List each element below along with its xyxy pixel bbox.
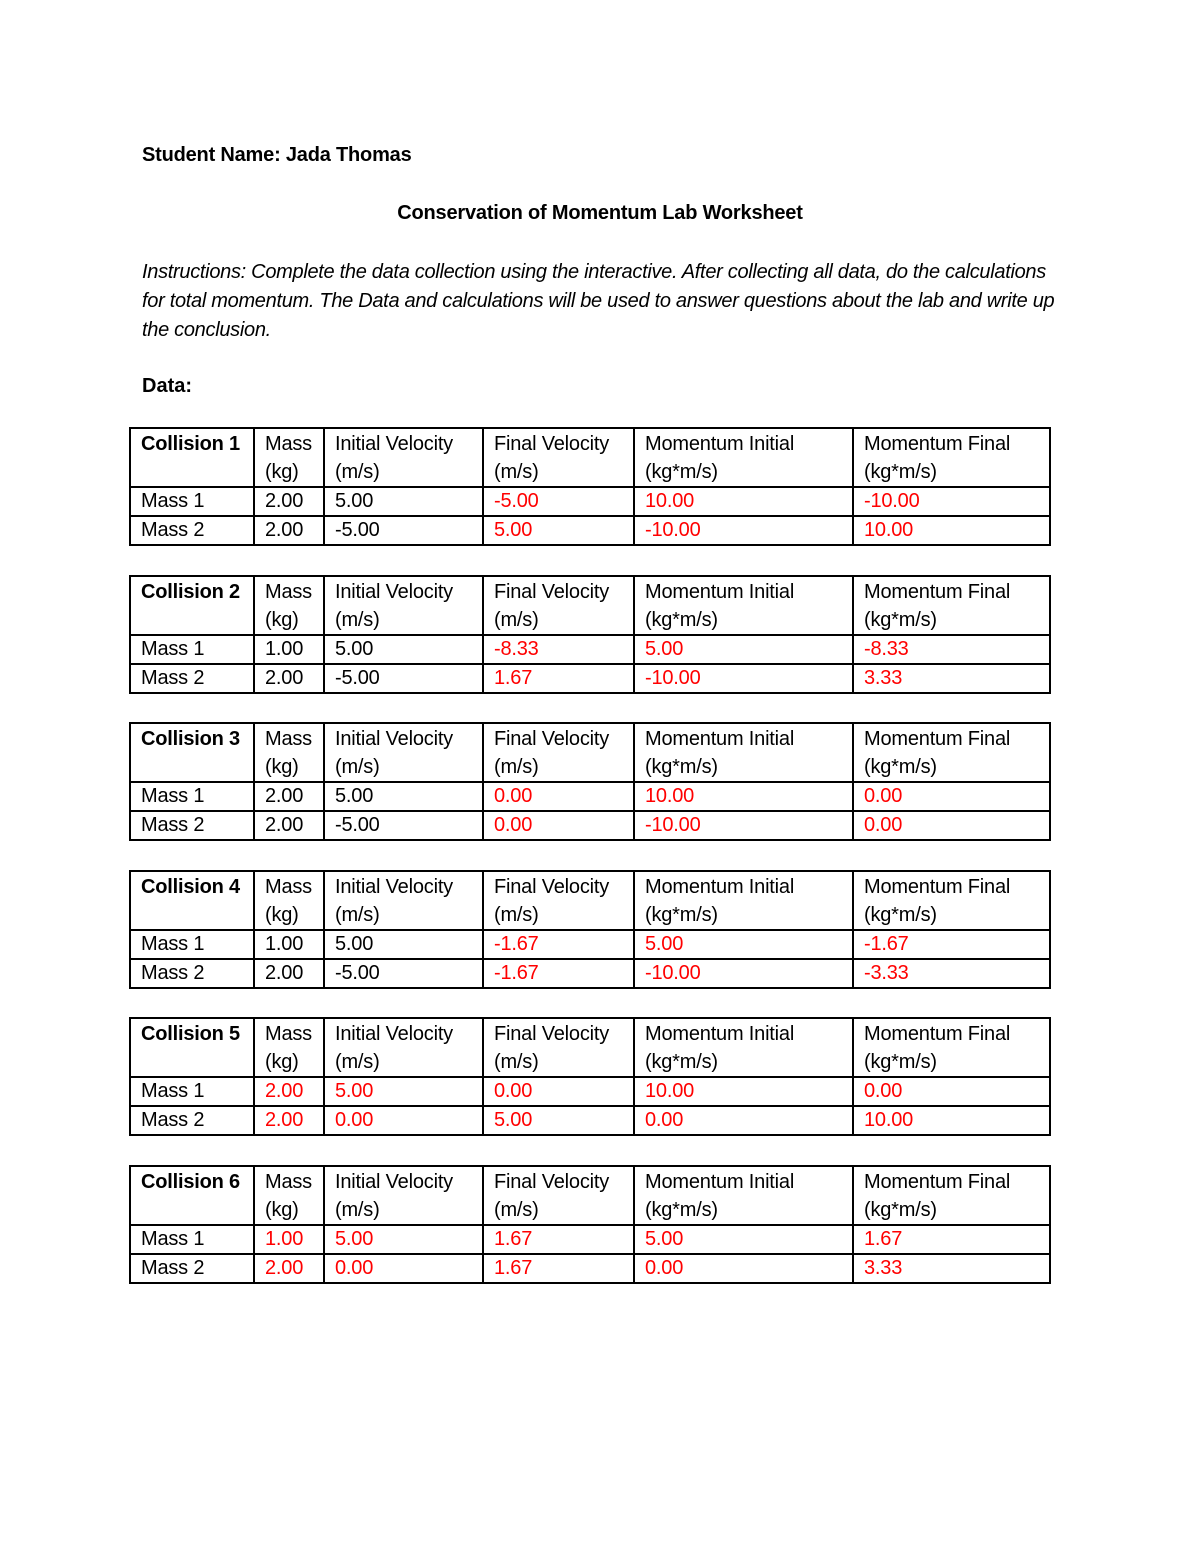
collision-title: Collision 2 xyxy=(130,576,254,635)
cell-momentum-initial: -10.00 xyxy=(634,664,853,693)
header-line: (m/s) xyxy=(335,1051,380,1073)
table-header-row xyxy=(130,1166,1050,1225)
instructions-paragraph: Instructions: Complete the data collection using the interactive. After collecting all data, do the calculations for total momentum. The Data and calculations will be used to answer questions about the lab and write up the conclusion. xyxy=(142,261,1055,341)
cell-momentum-initial: -10.00 xyxy=(634,811,853,840)
cell-final-velocity: 5.00 xyxy=(483,516,634,545)
header-line: (kg*m/s) xyxy=(864,1199,937,1221)
header-momentum-initial xyxy=(634,1166,853,1225)
cell-mass: 2.00 xyxy=(254,811,324,840)
table-header-row xyxy=(130,1018,1050,1077)
header-mass xyxy=(254,1166,324,1225)
cell-initial-velocity: 5.00 xyxy=(324,782,483,811)
header-line: (kg*m/s) xyxy=(864,461,937,483)
header-line: Mass xyxy=(265,728,312,750)
row-label: Mass 1 xyxy=(130,930,254,959)
cell-mass: 2.00 xyxy=(254,782,324,811)
header-line: Initial Velocity xyxy=(335,1171,453,1193)
cell-momentum-initial: 10.00 xyxy=(634,487,853,516)
header-line: Initial Velocity xyxy=(335,876,453,898)
header-momentum-final xyxy=(853,723,1050,782)
table-header-row xyxy=(130,576,1050,635)
cell-momentum-final: 3.33 xyxy=(853,1254,1050,1283)
header-line: Momentum Initial xyxy=(645,1171,795,1193)
cell-mass: 2.00 xyxy=(254,1106,324,1135)
header-line: Mass xyxy=(265,433,312,455)
header-line: (kg*m/s) xyxy=(645,756,718,778)
table-row xyxy=(130,930,1050,959)
header-final-velocity xyxy=(483,1018,634,1077)
header-mass xyxy=(254,723,324,782)
cell-momentum-final: -1.67 xyxy=(853,930,1050,959)
cell-momentum-final: 3.33 xyxy=(853,664,1050,693)
header-line: (m/s) xyxy=(494,904,539,926)
cell-momentum-initial: 5.00 xyxy=(634,930,853,959)
cell-initial-velocity: -5.00 xyxy=(324,664,483,693)
header-final-velocity xyxy=(483,576,634,635)
cell-momentum-final: 10.00 xyxy=(853,516,1050,545)
student-name: Student Name: Jada Thomas xyxy=(142,144,412,166)
table-row xyxy=(130,1225,1050,1254)
row-label: Mass 2 xyxy=(130,664,254,693)
header-momentum-final xyxy=(853,576,1050,635)
cell-final-velocity: -1.67 xyxy=(483,930,634,959)
header-line: Momentum Initial xyxy=(645,581,795,603)
header-line: Mass xyxy=(265,876,312,898)
row-label: Mass 1 xyxy=(130,1077,254,1106)
cell-final-velocity: -1.67 xyxy=(483,959,634,988)
header-mass xyxy=(254,576,324,635)
header-line: (kg) xyxy=(265,461,299,483)
header-line: Mass xyxy=(265,1171,312,1193)
cell-momentum-final: 0.00 xyxy=(853,811,1050,840)
header-initial-velocity xyxy=(324,871,483,930)
header-line: Final Velocity xyxy=(494,581,610,603)
collision-title: Collision 5 xyxy=(130,1018,254,1077)
header-line: Momentum Final xyxy=(864,1171,1011,1193)
cell-momentum-initial: -10.00 xyxy=(634,959,853,988)
cell-initial-velocity: -5.00 xyxy=(324,516,483,545)
header-line: (kg*m/s) xyxy=(645,609,718,631)
header-line: (kg*m/s) xyxy=(864,904,937,926)
header-line: (kg*m/s) xyxy=(864,756,937,778)
cell-initial-velocity: 5.00 xyxy=(324,1077,483,1106)
header-line: Momentum Final xyxy=(864,433,1011,455)
collision-table-4 xyxy=(129,870,1051,989)
header-initial-velocity xyxy=(324,576,483,635)
table-row xyxy=(130,664,1050,693)
header-line: (m/s) xyxy=(494,609,539,631)
cell-mass: 2.00 xyxy=(254,664,324,693)
header-line: (kg*m/s) xyxy=(864,1051,937,1073)
header-line: Mass xyxy=(265,581,312,603)
cell-final-velocity: 1.67 xyxy=(483,1225,634,1254)
cell-momentum-initial: 5.00 xyxy=(634,1225,853,1254)
header-mass xyxy=(254,1018,324,1077)
collision-title: Collision 4 xyxy=(130,871,254,930)
row-label: Mass 2 xyxy=(130,811,254,840)
header-momentum-initial xyxy=(634,871,853,930)
header-mass xyxy=(254,871,324,930)
cell-momentum-initial: 5.00 xyxy=(634,635,853,664)
collision-table-6 xyxy=(129,1165,1051,1284)
header-final-velocity xyxy=(483,723,634,782)
header-line: Momentum Initial xyxy=(645,1023,795,1045)
header-momentum-final xyxy=(853,871,1050,930)
table-row xyxy=(130,959,1050,988)
cell-mass: 2.00 xyxy=(254,487,324,516)
cell-momentum-final: -10.00 xyxy=(853,487,1050,516)
header-line: (kg*m/s) xyxy=(645,904,718,926)
header-momentum-initial xyxy=(634,576,853,635)
header-line: Initial Velocity xyxy=(335,728,453,750)
collision-table-2 xyxy=(129,575,1051,694)
cell-final-velocity: 0.00 xyxy=(483,811,634,840)
table-row xyxy=(130,1106,1050,1135)
header-line: (kg) xyxy=(265,1051,299,1073)
header-line: (kg*m/s) xyxy=(645,1199,718,1221)
collision-table-1 xyxy=(129,427,1051,546)
header-momentum-final xyxy=(853,1166,1050,1225)
header-line: (kg) xyxy=(265,1199,299,1221)
header-line: Final Velocity xyxy=(494,876,610,898)
collision-title: Collision 3 xyxy=(130,723,254,782)
cell-momentum-initial: -10.00 xyxy=(634,516,853,545)
header-line: (m/s) xyxy=(494,1051,539,1073)
cell-initial-velocity: 0.00 xyxy=(324,1106,483,1135)
header-line: (m/s) xyxy=(494,461,539,483)
row-label: Mass 2 xyxy=(130,1254,254,1283)
header-momentum-final xyxy=(853,1018,1050,1077)
collision-table-3 xyxy=(129,722,1051,841)
cell-momentum-final: 0.00 xyxy=(853,782,1050,811)
cell-initial-velocity: 0.00 xyxy=(324,1254,483,1283)
header-line: (m/s) xyxy=(335,904,380,926)
header-initial-velocity xyxy=(324,723,483,782)
cell-final-velocity: 1.67 xyxy=(483,1254,634,1283)
header-line: (kg) xyxy=(265,756,299,778)
cell-mass: 1.00 xyxy=(254,635,324,664)
header-line: Momentum Final xyxy=(864,1023,1011,1045)
cell-momentum-final: 1.67 xyxy=(853,1225,1050,1254)
row-label: Mass 1 xyxy=(130,635,254,664)
cell-initial-velocity: -5.00 xyxy=(324,959,483,988)
header-line: Initial Velocity xyxy=(335,581,453,603)
row-label: Mass 2 xyxy=(130,959,254,988)
cell-initial-velocity: 5.00 xyxy=(324,635,483,664)
cell-mass: 2.00 xyxy=(254,516,324,545)
cell-initial-velocity: 5.00 xyxy=(324,930,483,959)
cell-momentum-final: -3.33 xyxy=(853,959,1050,988)
header-momentum-initial xyxy=(634,428,853,487)
header-line: Momentum Initial xyxy=(645,876,795,898)
row-label: Mass 2 xyxy=(130,516,254,545)
header-line: Final Velocity xyxy=(494,433,610,455)
header-line: (m/s) xyxy=(335,756,380,778)
header-line: (m/s) xyxy=(335,461,380,483)
header-line: (kg*m/s) xyxy=(645,1051,718,1073)
cell-final-velocity: -5.00 xyxy=(483,487,634,516)
cell-mass: 1.00 xyxy=(254,930,324,959)
header-initial-velocity xyxy=(324,1018,483,1077)
cell-momentum-final: 10.00 xyxy=(853,1106,1050,1135)
header-momentum-final xyxy=(853,428,1050,487)
cell-momentum-initial: 0.00 xyxy=(634,1106,853,1135)
table-row xyxy=(130,811,1050,840)
cell-momentum-final: -8.33 xyxy=(853,635,1050,664)
worksheet-title: Conservation of Momentum Lab Worksheet xyxy=(397,202,803,224)
collision-title: Collision 6 xyxy=(130,1166,254,1225)
header-line: (m/s) xyxy=(335,609,380,631)
header-line: Initial Velocity xyxy=(335,1023,453,1045)
table-row xyxy=(130,782,1050,811)
header-line: Final Velocity xyxy=(494,1023,610,1045)
cell-mass: 2.00 xyxy=(254,1254,324,1283)
header-final-velocity xyxy=(483,428,634,487)
header-line: Initial Velocity xyxy=(335,433,453,455)
cell-final-velocity: 1.67 xyxy=(483,664,634,693)
header-initial-velocity xyxy=(324,1166,483,1225)
row-label: Mass 2 xyxy=(130,1106,254,1135)
table-row xyxy=(130,487,1050,516)
cell-momentum-initial: 0.00 xyxy=(634,1254,853,1283)
data-heading: Data: xyxy=(142,375,193,397)
collision-title: Collision 1 xyxy=(130,428,254,487)
header-line: (m/s) xyxy=(335,1199,380,1221)
table-row xyxy=(130,635,1050,664)
header-mass xyxy=(254,428,324,487)
cell-final-velocity: 5.00 xyxy=(483,1106,634,1135)
header-line: (kg*m/s) xyxy=(645,461,718,483)
table-header-row xyxy=(130,723,1050,782)
header-line: Momentum Final xyxy=(864,728,1011,750)
header-line: Momentum Initial xyxy=(645,728,795,750)
header-line: (kg) xyxy=(265,609,299,631)
cell-initial-velocity: 5.00 xyxy=(324,487,483,516)
cell-momentum-initial: 10.00 xyxy=(634,782,853,811)
row-label: Mass 1 xyxy=(130,782,254,811)
collision-table-5 xyxy=(129,1017,1051,1136)
header-line: (kg) xyxy=(265,904,299,926)
header-line: (m/s) xyxy=(494,1199,539,1221)
cell-mass: 2.00 xyxy=(254,1077,324,1106)
cell-initial-velocity: 5.00 xyxy=(324,1225,483,1254)
header-line: Momentum Final xyxy=(864,876,1011,898)
header-line: Final Velocity xyxy=(494,728,610,750)
cell-mass: 1.00 xyxy=(254,1225,324,1254)
table-header-row xyxy=(130,428,1050,487)
table-row xyxy=(130,1254,1050,1283)
header-momentum-initial xyxy=(634,723,853,782)
cell-final-velocity: 0.00 xyxy=(483,1077,634,1106)
header-line: Final Velocity xyxy=(494,1171,610,1193)
cell-final-velocity: -8.33 xyxy=(483,635,634,664)
cell-mass: 2.00 xyxy=(254,959,324,988)
header-momentum-initial xyxy=(634,1018,853,1077)
header-final-velocity xyxy=(483,871,634,930)
row-label: Mass 1 xyxy=(130,1225,254,1254)
table-row xyxy=(130,516,1050,545)
row-label: Mass 1 xyxy=(130,487,254,516)
cell-final-velocity: 0.00 xyxy=(483,782,634,811)
header-line: Momentum Final xyxy=(864,581,1011,603)
header-line: (kg*m/s) xyxy=(864,609,937,631)
header-line: Mass xyxy=(265,1023,312,1045)
table-header-row xyxy=(130,871,1050,930)
cell-momentum-final: 0.00 xyxy=(853,1077,1050,1106)
header-line: Momentum Initial xyxy=(645,433,795,455)
header-initial-velocity xyxy=(324,428,483,487)
header-line: (m/s) xyxy=(494,756,539,778)
header-final-velocity xyxy=(483,1166,634,1225)
table-row xyxy=(130,1077,1050,1106)
cell-initial-velocity: -5.00 xyxy=(324,811,483,840)
cell-momentum-initial: 10.00 xyxy=(634,1077,853,1106)
